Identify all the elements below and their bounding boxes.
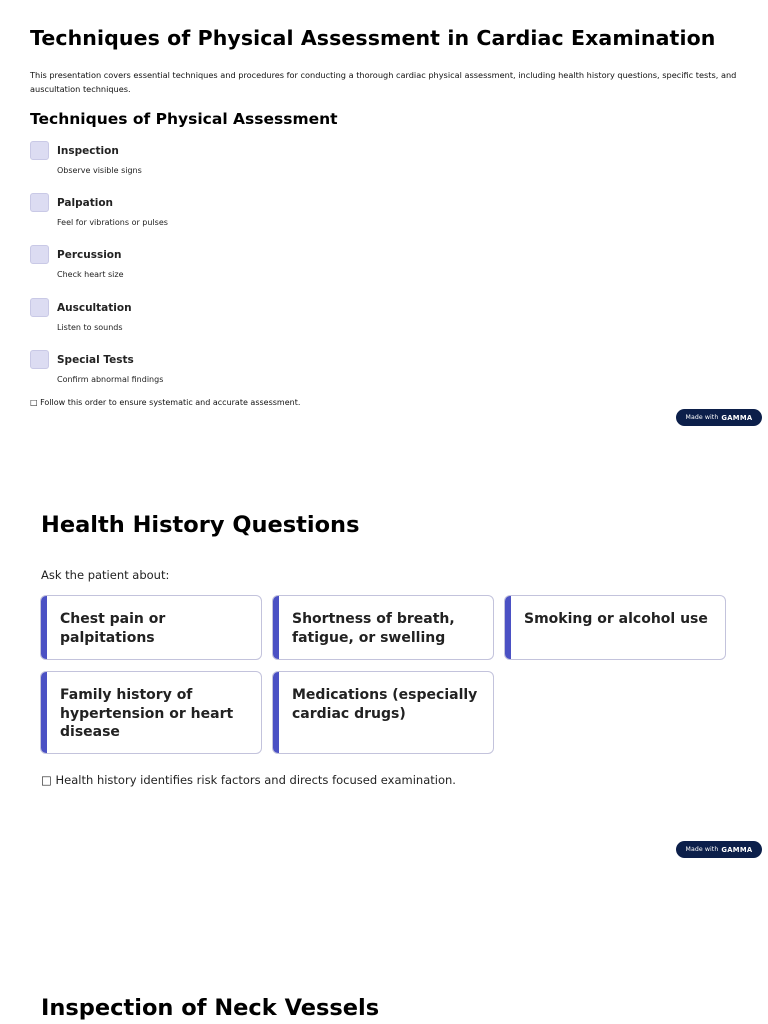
step-auscultation [30,298,430,350]
presentation-title: Techniques of Physical Assessment in Cardiac Examination [30,26,716,50]
order-note [30,398,300,407]
step-palpation [30,193,430,245]
badge-prefix: Made with [685,846,719,853]
step-special-tests [30,350,430,402]
card-accent-bar [41,596,47,659]
health-history-note [41,773,456,787]
badge-brand: GAMMA [721,845,753,854]
made-with-gamma-badge[interactable] [676,841,762,858]
card-accent-bar [41,672,47,753]
order-note-text: Follow this order to ensure systematic and accurate assessment. [40,398,301,407]
step-percussion [30,245,430,297]
step-inspection [30,141,430,193]
question-card-text: Shortness of breath, fatigue, or swelling [292,611,455,646]
question-card [272,671,494,754]
card-accent-bar [505,596,511,659]
health-history-lead: Ask the patient about: [41,568,170,582]
technique-steps [30,141,430,402]
step-name: Percussion [57,249,122,262]
neck-vessels-title: Inspection of Neck Vessels [41,995,380,1021]
step-marker-icon [30,141,49,160]
question-card [504,595,726,660]
techniques-heading: Techniques of Physical Assessment [30,110,338,128]
placeholder-glyph-icon: □ [30,398,38,407]
question-card-text: Family history of hypertension or heart disease [60,687,234,740]
question-card-text: Chest pain or palpitations [60,611,166,646]
question-card [40,671,262,754]
made-with-gamma-badge[interactable] [676,409,762,426]
presentation-intro: This presentation covers essential techniques and procedures for conducting a thorough cardiac physical assessment, including health history questions, specific tests, and auscultation techniques. [30,70,737,94]
badge-prefix: Made with [685,414,719,421]
step-description: Confirm abnormal findings [57,374,164,384]
step-description: Listen to sounds [57,322,123,332]
question-card-text: Smoking or alcohol use [524,611,708,627]
question-card [272,595,494,660]
badge-brand: GAMMA [721,413,753,422]
health-history-title: Health History Questions [41,512,360,538]
step-marker-icon [30,245,49,264]
step-marker-icon [30,193,49,212]
step-name: Special Tests [57,353,134,366]
step-name: Inspection [57,145,119,157]
step-name: Auscultation [57,301,132,314]
step-description: Feel for vibrations or pulses [57,218,168,228]
step-description: Check heart size [57,270,124,280]
question-card [40,595,262,660]
step-name: Palpation [57,197,114,210]
card-accent-bar [273,672,279,753]
placeholder-glyph-icon: □ [41,773,52,787]
question-card-text: Medications (especially cardiac drugs) [292,687,478,722]
health-history-note-text: Health history identifies risk factors and directs focused examination. [55,773,456,787]
card-accent-bar [273,596,279,659]
step-marker-icon [30,298,49,317]
step-description: Observe visible signs [57,166,142,175]
step-marker-icon [30,350,49,369]
